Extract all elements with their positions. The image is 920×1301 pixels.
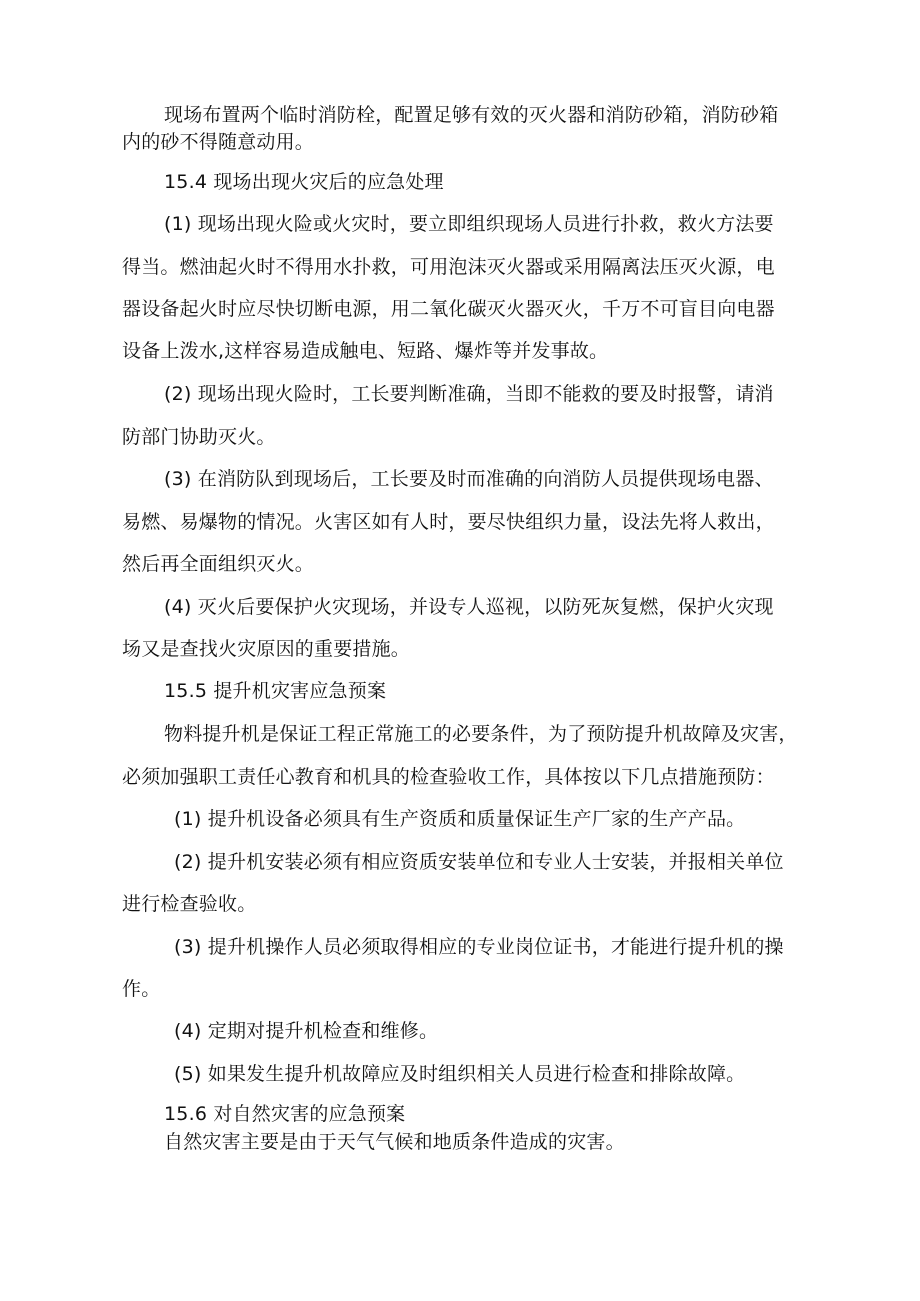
s155-item3-line-2: 作。 (122, 978, 161, 1000)
s155-item5: (5) 如果发生提升机故障应及时组织相关人员进行检查和排除故障。 (174, 1063, 746, 1085)
s155-item2-line-1: (2) 提升机安装必须有相应资质安装单位和专业人士安装，并报相关单位 (174, 851, 784, 873)
intro-line-2: 内的砂不得随意动用。 (122, 131, 315, 153)
s155-intro-line-1: 物料提升机是保证工程正常施工的必要条件，为了预防提升机故障及灾害， (164, 723, 798, 745)
section-15-4-heading: 15.4 现场出现火灾后的应急处理 (164, 171, 444, 193)
s154-item2-line-2: 防部门协助灭火。 (122, 426, 276, 448)
s154-item2-line-1: (2) 现场出现火险时，工长要判断准确，当即不能救的要及时报警，请消 (164, 383, 774, 405)
s154-item1-line-2: 得当。燃油起火时不得用水扑救，可用泡沫灭火器或采用隔离法压灭火源，电 (122, 256, 775, 278)
s156-line-1: 自然灾害主要是由于天气气候和地质条件造成的灾害。 (164, 1131, 625, 1153)
s154-item1-line-1: (1) 现场出现火险或火灾时，要立即组织现场人员进行扑救，救火方法要 (164, 213, 774, 235)
s155-item2-line-2: 进行检查验收。 (122, 893, 257, 915)
intro-line-1: 现场布置两个临时消防栓，配置足够有效的灭火器和消防砂箱，消防砂箱 (164, 104, 779, 126)
s155-item4: (4) 定期对提升机检查和维修。 (174, 1020, 439, 1042)
s154-item3-line-2: 易燃、易爆物的情况。火害区如有人时，要尽快组织力量，设法先将人救出， (122, 511, 775, 533)
s154-item1-line-3: 器设备起火时应尽快切断电源，用二氧化碳灭火器灭火，千万不可盲目向电器 (122, 298, 775, 320)
section-15-6-heading: 15.6 对自然灾害的应急预案 (164, 1103, 406, 1125)
s154-item3-line-1: (3) 在消防队到现场后，工长要及时而准确的向消防人员提供现场电器、 (164, 468, 774, 490)
s155-item1: (1) 提升机设备必须具有生产资质和质量保证生产厂家的生产产品。 (174, 808, 746, 830)
s154-item4-line-1: (4) 灭火后要保护火灾现场，并设专人巡视，以防死灰复燃，保护火灾现 (164, 596, 774, 618)
s155-intro-line-2: 必须加强职工责任心教育和机具的检查验收工作，具体按以下几点措施预防： (122, 766, 775, 788)
section-15-5-heading: 15.5 提升机灾害应急预案 (164, 680, 387, 702)
s154-item3-line-3: 然后再全面组织灭火。 (122, 553, 315, 575)
s154-item4-line-2: 场又是查找火灾原因的重要措施。 (122, 638, 411, 660)
s154-item1-line-4: 设备上泼水,这样容易造成触电、短路、爆炸等并发事故。 (122, 340, 609, 362)
s155-item3-line-1: (3) 提升机操作人员必须取得相应的专业岗位证书，才能进行提升机的操 (174, 936, 784, 958)
